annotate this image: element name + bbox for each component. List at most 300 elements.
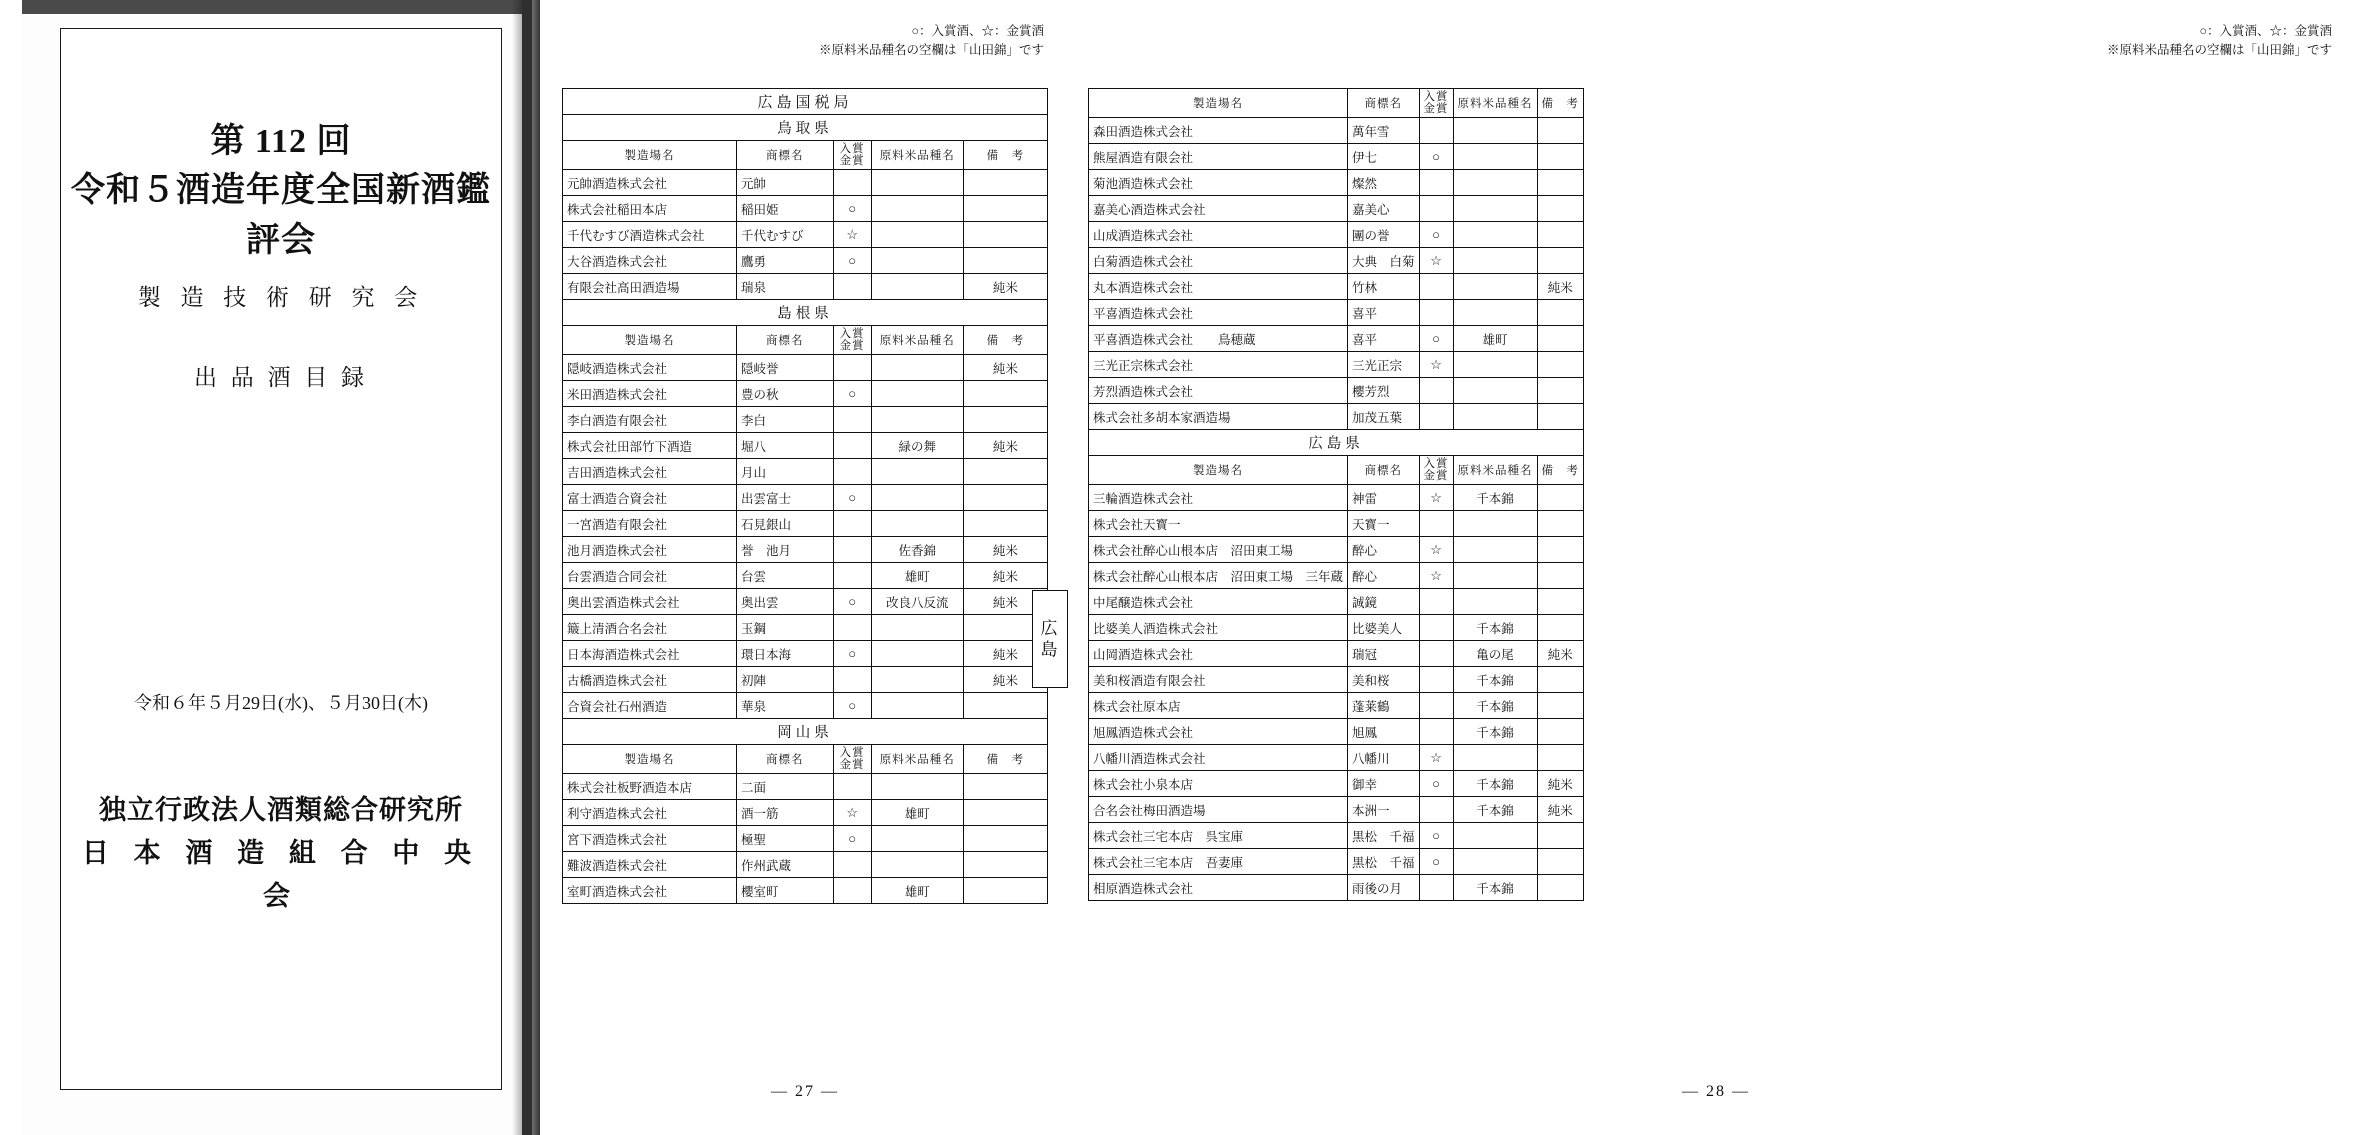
- cell-rice: [1453, 300, 1537, 326]
- cell-rice: [1453, 745, 1537, 771]
- table-row: [563, 222, 1048, 248]
- cell-note: [963, 693, 1047, 719]
- cell-brand: 櫻芳烈: [1348, 378, 1420, 404]
- table-row: [563, 274, 1048, 300]
- page-27: [540, 0, 1070, 1135]
- cell-note: [963, 170, 1047, 196]
- cell-award: [1419, 404, 1453, 430]
- legend-line1: ○：入賞酒、☆：金賞酒: [911, 24, 1044, 38]
- cell-award: [1419, 875, 1453, 901]
- prefecture-header: [563, 300, 1048, 326]
- cell-note: [963, 511, 1047, 537]
- cell-rice: 千本錦: [1453, 693, 1537, 719]
- cell-award: ○: [833, 381, 871, 407]
- table-row: [563, 693, 1048, 719]
- cell-note: 純米: [1537, 771, 1584, 797]
- cell-note: [963, 774, 1047, 800]
- cell-award: [833, 615, 871, 641]
- cell-award: [833, 774, 871, 800]
- cell-maker: 難波酒造株式会社: [563, 852, 737, 878]
- cover-date: 令和６年５月29日(水)、５月30日(木): [134, 693, 428, 713]
- cell-maker: 株式会社田部竹下酒造: [563, 433, 737, 459]
- cell-rice: 雄町: [871, 563, 963, 589]
- cell-rice: [1453, 196, 1537, 222]
- cell-award: [833, 407, 871, 433]
- table-row: [1089, 274, 1584, 300]
- column-header-rice: 原料米品種名: [871, 745, 963, 774]
- cell-note: [1537, 719, 1584, 745]
- cell-brand: 豊の秋: [736, 381, 833, 407]
- page-tab-hiroshima: [1032, 590, 1068, 688]
- column-header-maker: 製造場名: [563, 326, 737, 355]
- cell-award: [1419, 797, 1453, 823]
- cell-note: [963, 459, 1047, 485]
- column-header-maker: 製造場名: [563, 745, 737, 774]
- cell-award: [1419, 693, 1453, 719]
- table-row: [1089, 170, 1584, 196]
- cell-maker: 比婆美人酒造株式会社: [1089, 615, 1348, 641]
- cell-note: [1537, 404, 1584, 430]
- cell-award: ☆: [1419, 563, 1453, 589]
- cell-rice: [871, 459, 963, 485]
- table-row: [1089, 485, 1584, 511]
- cell-brand: 誠鏡: [1348, 589, 1420, 615]
- cell-brand: 初陣: [736, 667, 833, 693]
- cell-brand: 八幡川: [1348, 745, 1420, 771]
- table-row: [563, 774, 1048, 800]
- cell-award: [1419, 300, 1453, 326]
- cell-brand: 李白: [736, 407, 833, 433]
- table-row: [563, 485, 1048, 511]
- table-row: [563, 511, 1048, 537]
- table-row: [1089, 797, 1584, 823]
- cell-maker: 八幡川酒造株式会社: [1089, 745, 1348, 771]
- cell-maker: 菊池酒造株式会社: [1089, 170, 1348, 196]
- cell-rice: [1453, 352, 1537, 378]
- column-header-brand: 商標名: [736, 326, 833, 355]
- cell-rice: [1453, 589, 1537, 615]
- cell-brand: 元帥: [736, 170, 833, 196]
- cell-note: 純米: [963, 274, 1047, 300]
- cell-rice: [1453, 248, 1537, 274]
- cell-award: [833, 433, 871, 459]
- cell-note: 純米: [963, 355, 1047, 381]
- cell-brand: 比婆美人: [1348, 615, 1420, 641]
- cell-maker: 熊屋酒造有限会社: [1089, 144, 1348, 170]
- cell-note: [963, 878, 1047, 904]
- table-row: [1089, 378, 1584, 404]
- cell-brand: 千代むすび: [736, 222, 833, 248]
- cell-note: [1537, 511, 1584, 537]
- cell-brand: 三光正宗: [1348, 352, 1420, 378]
- cell-brand: 團の誉: [1348, 222, 1420, 248]
- table-row: [1089, 745, 1584, 771]
- cell-award: [833, 274, 871, 300]
- cell-rice: 雄町: [871, 878, 963, 904]
- cell-maker: 室町酒造株式会社: [563, 878, 737, 904]
- cell-award: [1419, 667, 1453, 693]
- cell-award: ☆: [1419, 352, 1453, 378]
- cell-brand: 瑞泉: [736, 274, 833, 300]
- cell-maker: 元帥酒造株式会社: [563, 170, 737, 196]
- cover-org-2: 日 本 酒 造 組 合 中 央 会: [81, 838, 481, 912]
- table-column-header: [563, 326, 1048, 355]
- cell-award: [833, 563, 871, 589]
- cell-rice: 千本錦: [1453, 485, 1537, 511]
- cell-brand: 酒一筋: [736, 800, 833, 826]
- cell-note: [1537, 875, 1584, 901]
- cell-maker: 株式会社小泉本店: [1089, 771, 1348, 797]
- cell-award: ○: [1419, 771, 1453, 797]
- table-column-header: [1089, 89, 1584, 118]
- cell-brand: 稲田姫: [736, 196, 833, 222]
- table-row: [1089, 563, 1584, 589]
- table-row: [1089, 771, 1584, 797]
- cell-brand: 天寳一: [1348, 511, 1420, 537]
- column-header-note: 備 考: [1537, 89, 1584, 118]
- cell-rice: [871, 196, 963, 222]
- column-header-award: 入賞 金賞: [833, 141, 871, 170]
- cell-maker: 隠岐酒造株式会社: [563, 355, 737, 381]
- cell-rice: 改良八反流: [871, 589, 963, 615]
- cell-brand: 蓬莱鶴: [1348, 693, 1420, 719]
- cell-note: [1537, 849, 1584, 875]
- cell-award: ☆: [1419, 537, 1453, 563]
- cell-award: ☆: [1419, 248, 1453, 274]
- cell-brand: 出雲富士: [736, 485, 833, 511]
- table-row: [563, 589, 1048, 615]
- cell-note: [1537, 144, 1584, 170]
- cell-maker: 古橋酒造株式会社: [563, 667, 737, 693]
- cell-rice: [1453, 144, 1537, 170]
- table-row: [1089, 667, 1584, 693]
- prefecture-header: [563, 115, 1048, 141]
- cell-brand: 奥出雲: [736, 589, 833, 615]
- cell-award: ○: [1419, 222, 1453, 248]
- cell-award: [1419, 719, 1453, 745]
- cell-maker: 森田酒造株式会社: [1089, 118, 1348, 144]
- cell-rice: 緑の舞: [871, 433, 963, 459]
- cell-rice: [871, 170, 963, 196]
- cell-award: ☆: [833, 222, 871, 248]
- cell-maker: 株式会社醉心山根本店 沼田東工場: [1089, 537, 1348, 563]
- cell-brand: 石見銀山: [736, 511, 833, 537]
- book-gutter: [522, 0, 532, 1135]
- cell-note: [1537, 693, 1584, 719]
- cell-maker: 山成酒造株式会社: [1089, 222, 1348, 248]
- exhibit-table-page27: [562, 88, 1048, 904]
- column-header-award: 入賞 金賞: [833, 326, 871, 355]
- cell-rice: [871, 274, 963, 300]
- cell-note: [963, 407, 1047, 433]
- cell-rice: [871, 355, 963, 381]
- cell-brand: 醉心: [1348, 563, 1420, 589]
- cell-maker: 千代むすび酒造株式会社: [563, 222, 737, 248]
- cell-note: 純米: [963, 537, 1047, 563]
- table-row: [1089, 849, 1584, 875]
- cell-rice: [1453, 537, 1537, 563]
- cell-rice: [1453, 563, 1537, 589]
- table-row: [1089, 693, 1584, 719]
- table-row: [563, 381, 1048, 407]
- table-row: [563, 407, 1048, 433]
- cell-brand: 鷹勇: [736, 248, 833, 274]
- cell-maker: 奥出雲酒造株式会社: [563, 589, 737, 615]
- cell-award: [833, 459, 871, 485]
- cell-award: [1419, 511, 1453, 537]
- table-row: [563, 615, 1048, 641]
- cell-maker: 三光正宗株式会社: [1089, 352, 1348, 378]
- table-row: [563, 170, 1048, 196]
- cover-title: [61, 117, 501, 265]
- cell-brand: 旭鳳: [1348, 719, 1420, 745]
- cell-note: [1537, 352, 1584, 378]
- table-column-header: [563, 141, 1048, 170]
- cell-note: 純米: [963, 641, 1047, 667]
- cell-brand: 隠岐誉: [736, 355, 833, 381]
- table-row: [1089, 326, 1584, 352]
- cell-maker: 株式会社稲田本店: [563, 196, 737, 222]
- table-row: [563, 852, 1048, 878]
- cover-frame: [60, 28, 502, 1090]
- table-wrapper-page27: [562, 88, 1048, 904]
- region-header: [563, 89, 1048, 115]
- cell-note: [1537, 248, 1584, 274]
- cell-note: [1537, 170, 1584, 196]
- table-row: [563, 826, 1048, 852]
- table-row: [1089, 144, 1584, 170]
- column-header-note: 備 考: [963, 745, 1047, 774]
- cell-award: [1419, 641, 1453, 667]
- cover-organizations: [61, 789, 501, 919]
- legend-line2: ※原料米品種名の空欄は「山田錦」です: [818, 42, 1044, 57]
- table-row: [563, 563, 1048, 589]
- cell-maker: 株式会社多胡本家酒造場: [1089, 404, 1348, 430]
- cell-brand: 華泉: [736, 693, 833, 719]
- cell-brand: 玉鋼: [736, 615, 833, 641]
- cell-brand: 大典 白菊: [1348, 248, 1420, 274]
- cell-rice: [1453, 849, 1537, 875]
- cell-brand: 竹林: [1348, 274, 1420, 300]
- cell-maker: 日本海酒造株式会社: [563, 641, 737, 667]
- table-wrapper-page28: [1088, 88, 1580, 901]
- cell-brand: 御幸: [1348, 771, 1420, 797]
- cell-note: [1537, 823, 1584, 849]
- cell-rice: [871, 693, 963, 719]
- column-header-maker: 製造場名: [563, 141, 737, 170]
- cell-rice: [871, 511, 963, 537]
- table-row: [1089, 404, 1584, 430]
- column-header-brand: 商標名: [736, 745, 833, 774]
- cell-maker: 旭鳳酒造株式会社: [1089, 719, 1348, 745]
- cell-maker: 平喜酒造株式会社 鳥穂蔵: [1089, 326, 1348, 352]
- cell-rice: [871, 826, 963, 852]
- cell-rice: 千本錦: [1453, 615, 1537, 641]
- cell-note: [1537, 378, 1584, 404]
- table-row: [563, 537, 1048, 563]
- cell-award: ○: [833, 693, 871, 719]
- table-row: [1089, 511, 1584, 537]
- table-row: [1089, 875, 1584, 901]
- cell-maker: 合名会社梅田酒造場: [1089, 797, 1348, 823]
- table-row: [1089, 118, 1584, 144]
- cell-maker: 大谷酒造株式会社: [563, 248, 737, 274]
- column-header-note: 備 考: [963, 141, 1047, 170]
- table-row: [1089, 352, 1584, 378]
- tab-char-1: 広: [1040, 618, 1060, 638]
- table-row: [1089, 641, 1584, 667]
- cell-maker: 相原酒造株式会社: [1089, 875, 1348, 901]
- cell-note: [1537, 222, 1584, 248]
- cell-maker: 富士酒造合資会社: [563, 485, 737, 511]
- cell-maker: 嘉美心酒造株式会社: [1089, 196, 1348, 222]
- cell-note: [1537, 300, 1584, 326]
- cell-note: [963, 222, 1047, 248]
- cell-maker: 株式会社天寳一: [1089, 511, 1348, 537]
- cell-rice: 佐香錦: [871, 537, 963, 563]
- cell-note: [1537, 196, 1584, 222]
- cell-note: [1537, 326, 1584, 352]
- cell-note: 純米: [963, 433, 1047, 459]
- column-header-rice: 原料米品種名: [1453, 456, 1537, 485]
- cell-brand: 美和桜: [1348, 667, 1420, 693]
- cell-award: ○: [833, 485, 871, 511]
- cell-award: [1419, 118, 1453, 144]
- cell-maker: 台雲酒造合同会社: [563, 563, 737, 589]
- cell-brand: 二面: [736, 774, 833, 800]
- cell-brand: 作州武蔵: [736, 852, 833, 878]
- cell-maker: 一宮酒造有限会社: [563, 511, 737, 537]
- cell-maker: 株式会社原本店: [1089, 693, 1348, 719]
- cell-maker: 美和桜酒造有限会社: [1089, 667, 1348, 693]
- cell-award: [1419, 170, 1453, 196]
- table-row: [1089, 300, 1584, 326]
- table-row: [1089, 589, 1584, 615]
- table-row: [1089, 196, 1584, 222]
- table-row: [1089, 719, 1584, 745]
- column-header-brand: 商標名: [1348, 456, 1420, 485]
- cell-rice: [871, 222, 963, 248]
- cell-note: [963, 826, 1047, 852]
- table-row: [563, 196, 1048, 222]
- cell-brand: 萬年雪: [1348, 118, 1420, 144]
- table-row: [563, 248, 1048, 274]
- cell-rice: [1453, 823, 1537, 849]
- cell-brand: 極聖: [736, 826, 833, 852]
- table-row: [1089, 248, 1584, 274]
- cell-brand: 喜平: [1348, 326, 1420, 352]
- cell-rice: 雄町: [871, 800, 963, 826]
- cell-award: ○: [833, 589, 871, 615]
- table-column-header: [1089, 456, 1584, 485]
- page-top-edge: [22, 0, 522, 14]
- cell-brand: 加茂五葉: [1348, 404, 1420, 430]
- cell-note: 純米: [1537, 274, 1584, 300]
- tab-char-2: 島: [1040, 640, 1060, 659]
- cell-maker: 山岡酒造株式会社: [1089, 641, 1348, 667]
- cell-brand: 環日本海: [736, 641, 833, 667]
- cell-maker: 株式会社三宅本店 吾妻庫: [1089, 849, 1348, 875]
- table-row: [563, 667, 1048, 693]
- cell-rice: 千本錦: [1453, 667, 1537, 693]
- cell-note: 純米: [1537, 797, 1584, 823]
- prefecture-header-label: 島根県: [563, 300, 1048, 326]
- page-28: [1070, 0, 2362, 1135]
- cell-note: [963, 248, 1047, 274]
- cell-rice: [1453, 118, 1537, 144]
- cell-brand: 黒松 千福: [1348, 823, 1420, 849]
- cover-subtitle-2: 出 品 酒 目 録: [194, 365, 368, 390]
- column-header-rice: 原料米品種名: [1453, 89, 1537, 118]
- cell-note: [1537, 615, 1584, 641]
- column-header-award: 入賞 金賞: [1419, 89, 1453, 118]
- cell-award: [1419, 274, 1453, 300]
- cell-rice: 千本錦: [1453, 719, 1537, 745]
- cell-rice: [1453, 511, 1537, 537]
- cell-note: [963, 196, 1047, 222]
- table-column-header: [563, 745, 1048, 774]
- cell-maker: 中尾醸造株式会社: [1089, 589, 1348, 615]
- table-row: [563, 459, 1048, 485]
- cell-maker: 芳烈酒造株式会社: [1089, 378, 1348, 404]
- cell-award: [833, 667, 871, 693]
- cover-subtitle-1: 製 造 技 術 研 究 会: [137, 285, 425, 310]
- cell-maker: 吉田酒造株式会社: [563, 459, 737, 485]
- cell-note: [963, 852, 1047, 878]
- cell-maker: 利守酒造株式会社: [563, 800, 737, 826]
- legend-note-page28: [2107, 22, 2332, 60]
- cell-rice: [871, 852, 963, 878]
- cell-note: [1537, 667, 1584, 693]
- cell-brand: 黒松 千福: [1348, 849, 1420, 875]
- cover-title-line1: 第 112 回: [210, 123, 352, 160]
- cell-rice: [871, 615, 963, 641]
- column-header-award: 入賞 金賞: [833, 745, 871, 774]
- cell-brand: 誉 池月: [736, 537, 833, 563]
- cell-award: ○: [1419, 849, 1453, 875]
- cell-award: ☆: [833, 800, 871, 826]
- cell-maker: 米田酒造株式会社: [563, 381, 737, 407]
- table-row: [1089, 823, 1584, 849]
- cell-rice: [871, 774, 963, 800]
- cell-rice: 雄町: [1453, 326, 1537, 352]
- cell-maker: 丸本酒造株式会社: [1089, 274, 1348, 300]
- cell-award: [833, 511, 871, 537]
- cell-brand: 台雲: [736, 563, 833, 589]
- cell-rice: [871, 381, 963, 407]
- cell-maker: 株式会社三宅本店 呉宝庫: [1089, 823, 1348, 849]
- cell-award: [1419, 196, 1453, 222]
- cell-rice: [871, 407, 963, 433]
- cell-maker: 三輪酒造株式会社: [1089, 485, 1348, 511]
- cell-award: [1419, 589, 1453, 615]
- legend-line2-p28: ※原料米品種名の空欄は「山田錦」です: [2106, 42, 2332, 57]
- cell-rice: [1453, 274, 1537, 300]
- table-row: [1089, 222, 1584, 248]
- column-header-rice: 原料米品種名: [871, 326, 963, 355]
- cell-award: [833, 170, 871, 196]
- cell-note: 純米: [963, 563, 1047, 589]
- cell-rice: [871, 667, 963, 693]
- cell-brand: 瑞冠: [1348, 641, 1420, 667]
- cell-brand: 櫻室町: [736, 878, 833, 904]
- cell-brand: 雨後の月: [1348, 875, 1420, 901]
- cell-note: [963, 485, 1047, 511]
- cell-award: ○: [833, 826, 871, 852]
- table-row: [563, 878, 1048, 904]
- cell-award: ○: [833, 196, 871, 222]
- cell-rice: [871, 485, 963, 511]
